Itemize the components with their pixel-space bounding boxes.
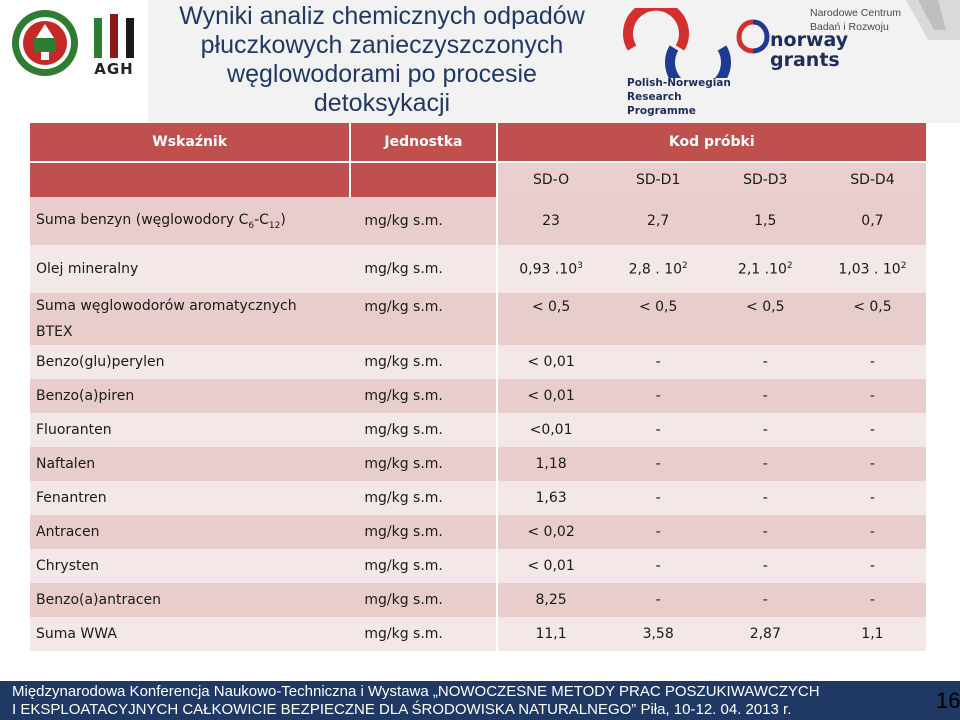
header-indicator: Wskaźnik [30,123,350,162]
title-line: węglowodorami po procesie [227,60,537,88]
value-cell: - [712,515,819,549]
agh-label: AGH [94,60,134,78]
indicator-cell: Naftalen [30,447,350,481]
ncbr-logo-text: Narodowe Centrum Badań i Rozwoju [810,7,902,33]
value-cell: < 0,02 [497,515,605,549]
value-cell: - [712,345,819,379]
table-row [30,481,926,515]
sample-code: SD-D1 [605,162,712,197]
value-cell: 3,58 [605,617,712,651]
value-cell: 1,1 [819,617,926,651]
value-cell: < 0,5 [497,293,605,345]
value-cell: < 0,01 [497,379,605,413]
value-cell: - [605,583,712,617]
footer-text [12,683,932,719]
value-cell: 2,8 . $10^2$ [605,245,712,293]
pnrp-logo-text: Polish-Norwegian Research Programme [627,77,731,117]
value-cell: - [819,515,926,549]
value-cell: 2,7 [605,197,712,245]
unit-cell: mg/kg s.m. [350,447,496,481]
norway-grants-text: norway grants [770,29,849,71]
unit-cell: mg/kg s.m. [350,549,496,583]
footer-line: Międzynarodowa Konferencja Naukowo-Techniczna i Wystawa „NOWOCZESNE METODY PRAC POSZUKIWAWCZYCH [12,683,820,700]
value-cell: < 0,5 [819,293,926,345]
unit-cell: mg/kg s.m. [350,413,496,447]
value-cell: - [819,583,926,617]
blank-cell [350,162,496,197]
indicator-cell: Fenantren [30,481,350,515]
title-line: płuczkowych zanieczyszczonych [200,31,564,59]
value-cell: < 0,01 [497,345,605,379]
table-row [30,345,926,379]
value-cell: 0,7 [819,197,926,245]
indicator-cell: Fluoranten [30,413,350,447]
unit-cell: mg/kg s.m. [350,245,496,293]
value-cell: - [605,379,712,413]
unit-cell: mg/kg s.m. [350,481,496,515]
value-cell: - [605,481,712,515]
logo-tile [0,0,148,123]
value-cell: - [712,413,819,447]
value-cell: 1,63 [497,481,605,515]
table-row [30,245,926,293]
unit-cell: mg/kg s.m. [350,293,496,345]
table-row [30,515,926,549]
unit-cell: mg/kg s.m. [350,345,496,379]
university-seal-logo [10,8,80,78]
table-row [30,413,926,447]
value-cell: 23 [497,197,605,245]
indicator-cell: Suma węglowodorów aromatycznych BTEX [30,293,350,345]
value-cell: - [712,379,819,413]
sample-code: SD-D4 [819,162,926,197]
value-cell: 1,18 [497,447,605,481]
value-cell: - [605,413,712,447]
sample-code: SD-O [497,162,605,197]
value-cell: 8,25 [497,583,605,617]
title-line: detoksykacji [313,89,451,117]
value-cell: - [819,345,926,379]
value-cell: 11,1 [497,617,605,651]
unit-cell: mg/kg s.m. [350,515,496,549]
value-cell: < 0,5 [712,293,819,345]
value-cell: - [712,549,819,583]
unit-cell: mg/kg s.m. [350,379,496,413]
value-cell: <0,01 [497,413,605,447]
value-cell: - [819,379,926,413]
title-line: Wyniki analiz chemicznych odpadów [179,2,585,30]
value-cell: 0,93 $.10^3$ [497,245,605,293]
indicator-cell: Benzo(glu)perylen [30,345,350,379]
value-cell: 2,1 $.10^2$ [712,245,819,293]
results-table [30,123,926,651]
pnrp-logo [622,8,732,78]
value-cell: - [605,447,712,481]
page-number: 16 [936,688,960,713]
indicator-cell: Benzo(a)piren [30,379,350,413]
value-cell: - [819,413,926,447]
sample-code: SD-D3 [712,162,819,197]
header-unit: Jednostka [350,123,496,162]
indicator-cell: Antracen [30,515,350,549]
value-cell: 2,87 [712,617,819,651]
value-cell: - [819,447,926,481]
indicator-cell: Olej mineralny [30,245,350,293]
table-row [30,617,926,651]
norway-grants-icon [736,18,770,54]
table-row [30,197,926,245]
value-cell: - [605,345,712,379]
table-row [30,293,926,345]
value-cell: 1,5 [712,197,819,245]
value-cell: < 0,5 [605,293,712,345]
unit-cell: mg/kg s.m. [350,617,496,651]
value-cell: - [712,583,819,617]
unit-cell: mg/kg s.m. [350,583,496,617]
value-cell: - [605,515,712,549]
indicator-cell: Suma benzyn (węglowodory $C_6-C_{12}$) [30,197,350,245]
table-row [30,447,926,481]
table-row [30,379,926,413]
table-header-row [30,123,926,162]
indicator-cell: Benzo(a)antracen [30,583,350,617]
footer-line: I EKSPLOATACYJNYCH CAŁKOWICIE BEZPIECZNE DLA ŚRODOWISKA NATURALNEGO” Piła, 10-12. 04. 2013 r. [12,701,792,718]
value-cell: < 0,01 [497,549,605,583]
value-cell: - [605,549,712,583]
blank-cell [30,162,350,197]
table-row [30,549,926,583]
value-cell: - [712,447,819,481]
indicator-cell: Chrysten [30,549,350,583]
value-cell: - [819,549,926,583]
indicator-cell: Suma WWA [30,617,350,651]
header-sample-code: Kod próbki [497,123,927,162]
value-cell: - [819,481,926,515]
table-row [30,583,926,617]
ncbr-mark-icon [898,0,960,40]
value-cell: 1,03 . $10^2$ [819,245,926,293]
slide-title [152,2,612,118]
value-cell: - [712,481,819,515]
unit-cell: mg/kg s.m. [350,197,496,245]
sample-code-row [30,162,926,197]
